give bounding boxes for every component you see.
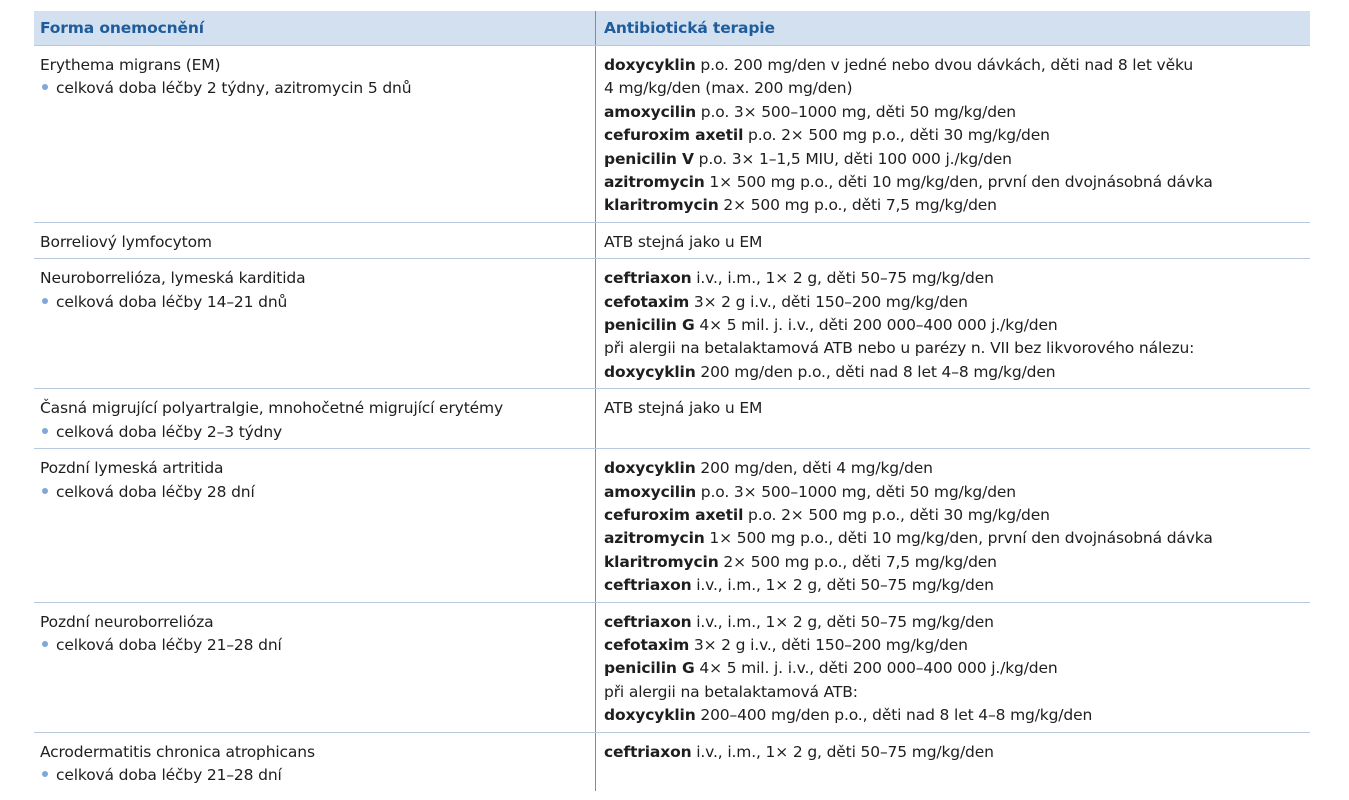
note-text: celková doba léčby 2 týdny, azitromycin 5 dnů (56, 79, 412, 98)
therapy-line (604, 741, 1304, 764)
dosage-text: p.o. 3× 500–1000 mg, děti 50 mg/kg/den (696, 482, 1016, 501)
treatment-duration-note (40, 421, 589, 444)
form-cell (34, 389, 595, 448)
dosage-text: p.o. 200 mg/den v jedné nebo dvou dávkách, děti nad 8 let věku (695, 56, 1193, 74)
header-therapy: Antibiotická terapie (595, 11, 1310, 45)
dosage-text: 200 mg/den, děti 4 mg/kg/den (695, 459, 933, 478)
table-row (34, 733, 1310, 792)
disease-form: Borreliový lymfocytom (40, 232, 212, 251)
table-row (34, 223, 1310, 259)
therapy-cell (595, 259, 1310, 388)
therapy-line (604, 527, 1304, 550)
bullet-icon (42, 641, 48, 647)
drug-name: penicilin G (604, 659, 695, 678)
therapy-cell (595, 449, 1310, 601)
therapy-line (604, 337, 1304, 360)
drug-name: azitromycin (604, 173, 705, 192)
therapy-line (604, 361, 1304, 384)
table-row (34, 46, 1310, 223)
dosage-text: 4 mg/kg/den (max. 200 mg/den) (604, 79, 853, 98)
drug-name: amoxycilin (604, 102, 697, 121)
treatment-duration-note (40, 481, 589, 504)
form-cell (34, 733, 595, 792)
dosage-text: i.v., i.m., 1× 2 g, děti 50–75 mg/kg/den (691, 269, 994, 288)
therapy-cell (595, 733, 1310, 792)
therapy-line (604, 124, 1304, 147)
table-row (34, 603, 1310, 733)
therapy-line (604, 551, 1304, 574)
note-text: celková doba léčby 28 dní (56, 482, 255, 501)
dosage-text: 3× 2 g i.v., děti 150–200 mg/kg/den (689, 635, 968, 654)
table-body (34, 46, 1310, 791)
table-row (34, 259, 1310, 389)
therapy-cell (595, 46, 1310, 222)
form-cell (34, 46, 595, 222)
drug-name: ceftriaxon (604, 612, 692, 631)
table-header (34, 11, 1310, 46)
therapy-line (604, 611, 1304, 634)
dosage-text: p.o. 3× 500–1000 mg, děti 50 mg/kg/den (696, 102, 1016, 121)
form-cell (34, 603, 595, 732)
bullet-icon (42, 771, 48, 777)
dosage-text: p.o. 2× 500 mg p.o., děti 30 mg/kg/den (743, 505, 1050, 524)
therapy-cell (595, 389, 1310, 448)
disease-form: Neuroborrelióza, lymeská karditida (40, 269, 306, 288)
form-cell (34, 259, 595, 388)
bullet-icon (42, 298, 48, 304)
therapy-line (604, 481, 1304, 504)
therapy-line (604, 634, 1304, 657)
therapy-line (604, 54, 1304, 77)
therapy-line (604, 657, 1304, 680)
table-row (34, 389, 1310, 449)
therapy-line (604, 267, 1304, 290)
header-form: Forma onemocnění (40, 19, 204, 37)
therapy-line (604, 101, 1304, 124)
dosage-text: 4× 5 mil. j. i.v., děti 200 000–400 000 j./kg/den (694, 316, 1058, 335)
disease-form: Acrodermatitis chronica atrophicans (40, 742, 315, 761)
drug-name: klaritromycin (604, 196, 719, 215)
drug-name: penicilin V (604, 149, 694, 168)
disease-form: Časná migrující polyartralgie, mnohočetné migrující erytémy (40, 399, 503, 418)
drug-name: cefuroxim axetil (604, 505, 744, 524)
drug-name: penicilin G (604, 316, 695, 335)
form-cell (34, 449, 595, 601)
treatment-duration-note (40, 77, 589, 100)
dosage-text: 200 mg/den p.o., děti nad 8 let 4–8 mg/kg/den (695, 362, 1056, 381)
dosage-text: i.v., i.m., 1× 2 g, děti 50–75 mg/kg/den (691, 576, 994, 595)
disease-form: Erythema migrans (EM) (40, 56, 221, 74)
dosage-text: 2× 500 mg p.o., děti 7,5 mg/kg/den (718, 196, 997, 215)
note-text: celková doba léčby 14–21 dnů (56, 292, 288, 311)
disease-form: Pozdní lymeská artritida (40, 459, 224, 478)
therapy-line (604, 457, 1304, 480)
dosage-text: při alergii na betalaktamová ATB nebo u parézy n. VII bez likvorového nálezu: (604, 339, 1195, 358)
therapy-line (604, 314, 1304, 337)
bullet-icon (42, 428, 48, 434)
dosage-text: p.o. 2× 500 mg p.o., děti 30 mg/kg/den (743, 126, 1050, 145)
therapy-line (604, 704, 1304, 727)
drug-name: azitromycin (604, 529, 705, 548)
therapy-line (604, 171, 1304, 194)
treatment-duration-note (40, 291, 589, 314)
dosage-text: 1× 500 mg p.o., děti 10 mg/kg/den, první den dvojnásobná dávka (704, 529, 1213, 548)
therapy-line (604, 681, 1304, 704)
dosage-text: při alergii na betalaktamová ATB: (604, 682, 858, 701)
dosage-text: i.v., i.m., 1× 2 g, děti 50–75 mg/kg/den (691, 612, 994, 631)
drug-name: amoxycilin (604, 482, 697, 501)
dosage-text: 3× 2 g i.v., děti 150–200 mg/kg/den (689, 292, 968, 311)
dosage-text: 1× 500 mg p.o., děti 10 mg/kg/den, první den dvojnásobná dávka (704, 173, 1213, 192)
dosage-text: 4× 5 mil. j. i.v., děti 200 000–400 000 j./kg/den (694, 659, 1058, 678)
therapy-cell (595, 223, 1310, 258)
therapy-cell (595, 603, 1310, 732)
drug-name: cefuroxim axetil (604, 126, 744, 145)
dosage-text: p.o. 3× 1–1,5 MIU, děti 100 000 j./kg/den (693, 149, 1012, 168)
therapy-line (604, 148, 1304, 171)
disease-form: Pozdní neuroborrelióza (40, 612, 214, 631)
note-text: celková doba léčby 21–28 dní (56, 635, 282, 654)
dosage-text: i.v., i.m., 1× 2 g, děti 50–75 mg/kg/den (691, 742, 994, 761)
treatment-duration-note (40, 634, 589, 657)
treatment-duration-note (40, 764, 589, 787)
therapy-line (604, 194, 1304, 217)
dosage-text: ATB stejná jako u EM (604, 399, 763, 418)
dosage-text: 2× 500 mg p.o., děti 7,5 mg/kg/den (718, 552, 997, 571)
therapy-line (604, 291, 1304, 314)
drug-name: klaritromycin (604, 552, 719, 571)
therapy-line (604, 574, 1304, 597)
dosage-text: 200–400 mg/den p.o., děti nad 8 let 4–8 mg/kg/den (695, 706, 1093, 725)
table-row (34, 449, 1310, 602)
therapy-line (604, 77, 1304, 100)
drug-name: ceftriaxon (604, 742, 692, 761)
drug-name: cefotaxim (604, 635, 690, 654)
note-text: celková doba léčby 21–28 dní (56, 765, 282, 784)
antibiotic-therapy-table (34, 11, 1310, 791)
note-text: celková doba léčby 2–3 týdny (56, 422, 283, 441)
therapy-line (604, 397, 1304, 420)
drug-name: doxycyklin (604, 459, 696, 478)
drug-name: doxycyklin (604, 706, 696, 725)
drug-name: doxycyklin (604, 362, 696, 381)
therapy-line (604, 231, 1304, 254)
bullet-icon (42, 488, 48, 494)
drug-name: ceftriaxon (604, 576, 692, 595)
bullet-icon (42, 84, 48, 90)
form-cell (34, 223, 595, 258)
drug-name: ceftriaxon (604, 269, 692, 288)
drug-name: cefotaxim (604, 292, 690, 311)
dosage-text: ATB stejná jako u EM (604, 232, 763, 251)
drug-name: doxycyklin (604, 56, 696, 74)
therapy-line (604, 504, 1304, 527)
